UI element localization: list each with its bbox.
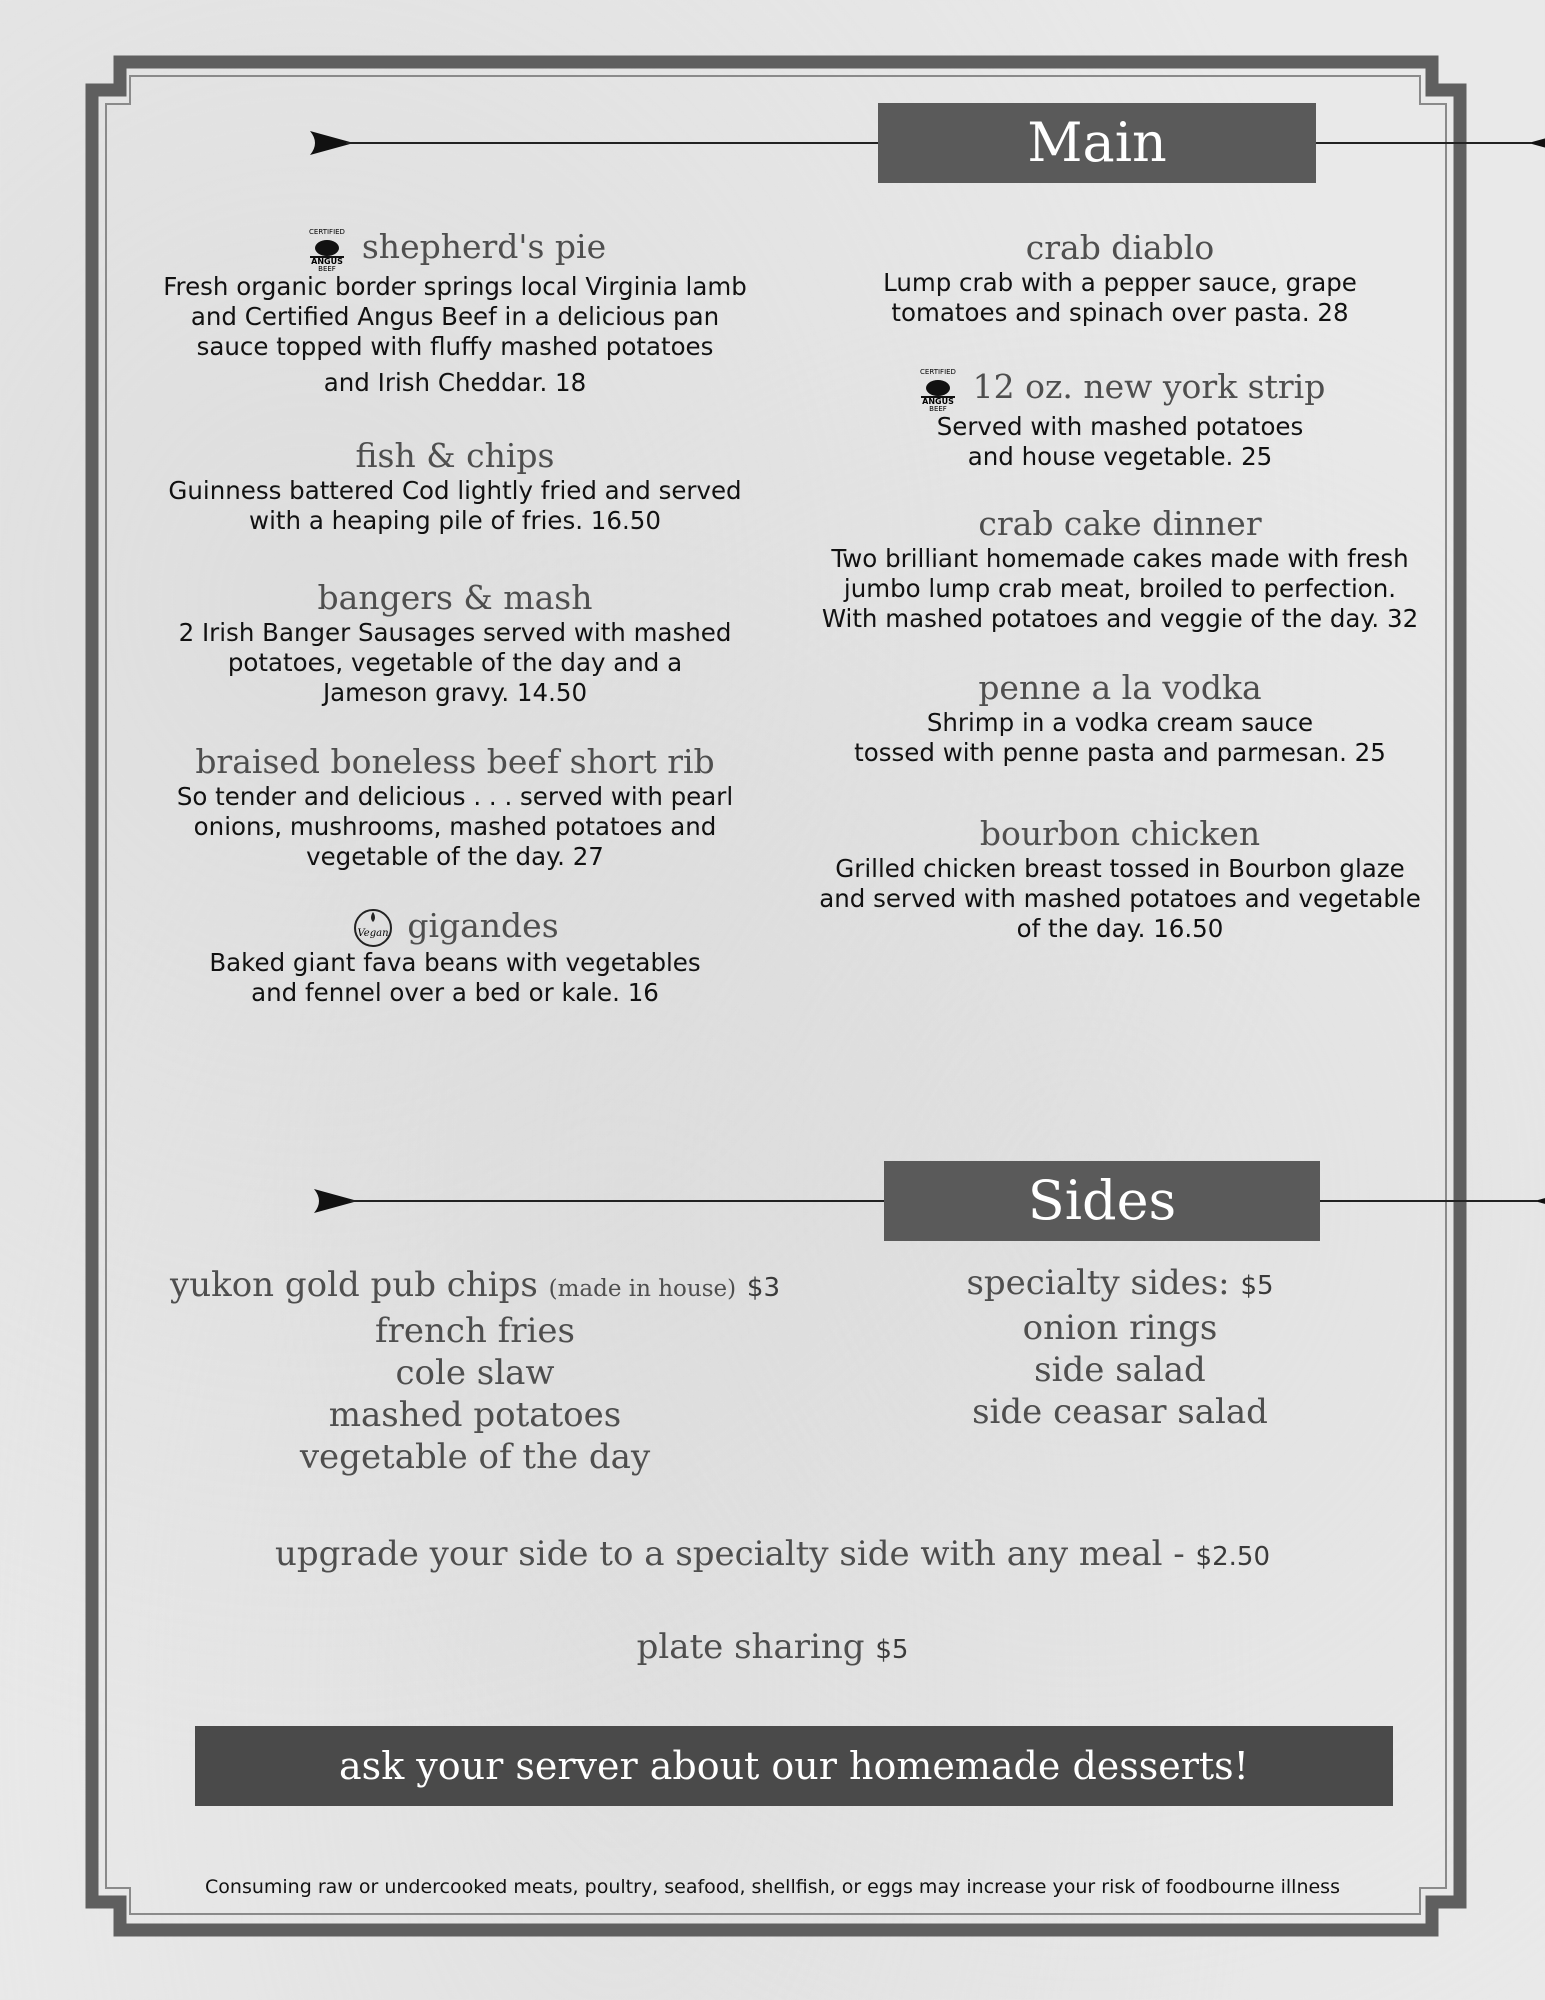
menu-item-crab-cake-dinner bbox=[800, 504, 1440, 634]
svg-text:Vegan: Vegan bbox=[357, 928, 389, 939]
side-item: french fries bbox=[375, 1311, 575, 1351]
item-name: bourbon chicken bbox=[979, 814, 1261, 853]
item-name: penne a la vodka bbox=[978, 668, 1262, 707]
certified-angus-beef-icon bbox=[304, 226, 350, 272]
item-name: shepherd's pie bbox=[361, 227, 607, 266]
vegan-icon bbox=[351, 908, 395, 948]
side-item: side salad bbox=[1034, 1350, 1206, 1390]
svg-text:ANGUS: ANGUS bbox=[921, 397, 954, 406]
sides-right-list bbox=[800, 1262, 1440, 1433]
item-name: gigandes bbox=[407, 906, 559, 945]
desserts-banner: ask your server about our homemade desserts! bbox=[195, 1726, 1393, 1806]
sides-section-banner bbox=[310, 1161, 1260, 1241]
side-item: mashed potatoes bbox=[328, 1395, 622, 1435]
side-item: vegetable of the day bbox=[299, 1437, 651, 1477]
specialty-sides-header: specialty sides: $5 bbox=[966, 1263, 1274, 1303]
svg-text:CERTIFIED: CERTIFIED bbox=[919, 368, 956, 376]
item-description: Two brilliant homemade cakes made with fresh jumbo lump crab meat, broiled to perfection. With mashed potatoes and veggie of the day. 32 bbox=[821, 544, 1419, 633]
item-name: 12 oz. new york strip bbox=[972, 367, 1326, 406]
side-item: yukon gold pub chips (made in house) $3 bbox=[169, 1265, 781, 1305]
item-description: Guinness battered Cod lightly fried and served with a heaping pile of fries. 16.50 bbox=[168, 476, 742, 535]
svg-text:CERTIFIED: CERTIFIED bbox=[308, 228, 345, 236]
item-name: bangers & mash bbox=[317, 578, 593, 617]
svg-text:BEEF: BEEF bbox=[318, 265, 336, 272]
sides-title: Sides bbox=[884, 1161, 1320, 1241]
item-name: fish & chips bbox=[355, 436, 555, 475]
item-name: crab cake dinner bbox=[978, 504, 1262, 543]
main-title: Main bbox=[878, 103, 1316, 183]
item-description: Fresh organic border springs local Virginia lamb and Certified Angus Beef in a delicious pan sauce topped with fluffy mashed potatoes and Irish Cheddar. 18 bbox=[163, 272, 747, 397]
item-description: So tender and delicious . . . served with pearl onions, mushrooms, mashed potatoes and vegetable of the day. 27 bbox=[176, 782, 734, 871]
svg-text:BEEF: BEEF bbox=[928, 405, 947, 412]
right-arrow-ornament bbox=[1538, 1189, 1545, 1213]
menu-item-bourbon-chicken bbox=[800, 814, 1440, 944]
main-section-banner bbox=[310, 103, 1260, 183]
menu-item-penne-vodka bbox=[800, 668, 1440, 768]
plate-sharing-note: plate sharing $5 bbox=[636, 1627, 909, 1667]
menu-item-fish-chips bbox=[140, 436, 770, 536]
menu-item-gigandes bbox=[140, 906, 770, 1008]
menu-item-ny-strip bbox=[800, 366, 1440, 472]
item-description: Lump crab with a pepper sauce, grape tomatoes and spinach over pasta. 28 bbox=[883, 268, 1357, 327]
left-arrow-ornament bbox=[310, 131, 350, 155]
left-arrow-ornament bbox=[314, 1189, 354, 1213]
menu-item-bangers-mash bbox=[140, 578, 770, 708]
svg-text:ANGUS: ANGUS bbox=[311, 257, 343, 266]
item-description: Shrimp in a vodka cream sauce tossed with penne pasta and parmesan. 25 bbox=[854, 708, 1386, 767]
certified-angus-beef-icon bbox=[915, 366, 961, 412]
upgrade-note: upgrade your side to a specialty side with any meal - $2.50 bbox=[275, 1534, 1270, 1574]
food-safety-disclaimer: Consuming raw or undercooked meats, poultry, seafood, shellfish, or eggs may increase your risk of foodbourne illness bbox=[205, 1876, 1340, 1898]
side-item: side ceasar salad bbox=[972, 1392, 1268, 1432]
item-name: braised boneless beef short rib bbox=[195, 742, 715, 781]
menu-item-shepherds-pie bbox=[140, 226, 770, 398]
item-name: crab diablo bbox=[1025, 228, 1215, 267]
item-description: Served with mashed potatoes and house vegetable. 25 bbox=[936, 412, 1304, 471]
item-description: 2 Irish Banger Sausages served with mashed potatoes, vegetable of the day and a Jameson gravy. 14.50 bbox=[178, 618, 732, 707]
sides-left-list bbox=[150, 1264, 800, 1478]
menu-item-short-rib bbox=[140, 742, 770, 872]
right-arrow-ornament bbox=[1532, 131, 1545, 155]
side-item: cole slaw bbox=[395, 1353, 555, 1393]
menu-item-crab-diablo bbox=[800, 228, 1440, 328]
item-description: Grilled chicken breast tossed in Bourbon glaze and served with mashed potatoes and vegetable of the day. 16.50 bbox=[819, 854, 1421, 943]
side-item: onion rings bbox=[1022, 1308, 1218, 1348]
item-description: Baked giant fava beans with vegetables and fennel over a bed or kale. 16 bbox=[209, 948, 701, 1007]
